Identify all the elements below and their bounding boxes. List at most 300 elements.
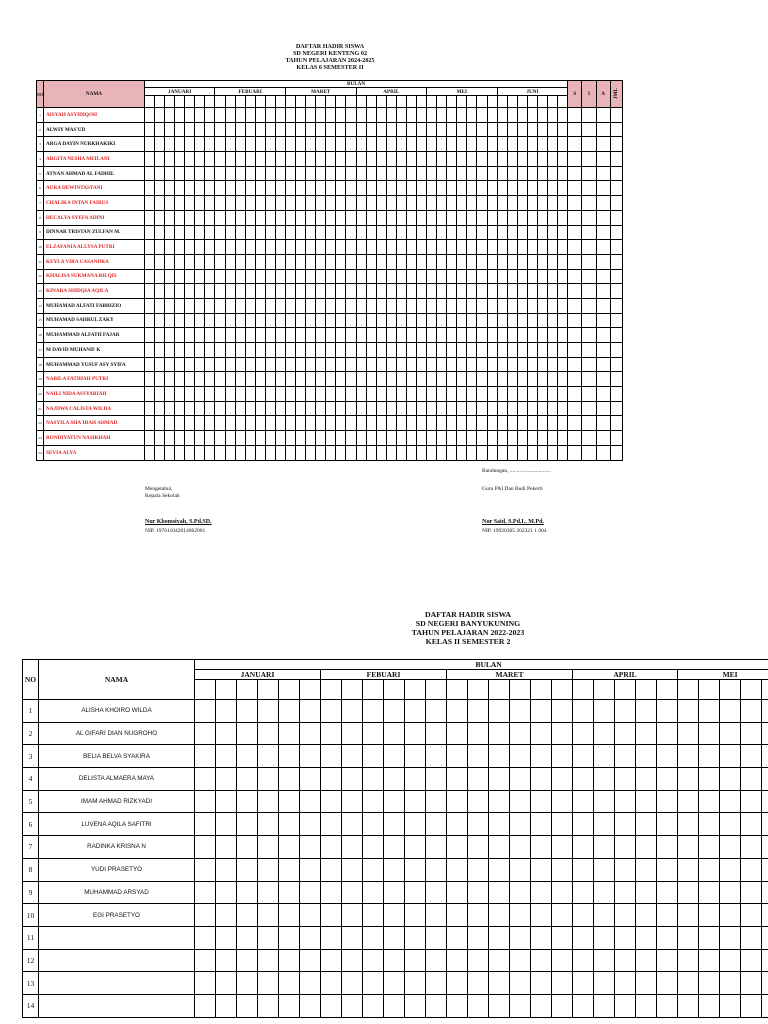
attendance-cell[interactable] [497, 431, 507, 446]
attendance-cell[interactable] [531, 722, 552, 745]
attendance-cell[interactable] [610, 431, 622, 446]
attendance-cell[interactable] [405, 813, 426, 836]
attendance-cell[interactable] [384, 722, 405, 745]
attendance-cell[interactable] [406, 225, 416, 240]
attendance-cell[interactable] [366, 431, 376, 446]
attendance-cell[interactable] [216, 926, 237, 949]
attendance-cell[interactable] [376, 401, 386, 416]
attendance-cell[interactable] [477, 225, 487, 240]
attendance-cell[interactable] [144, 196, 154, 211]
attendance-cell[interactable] [154, 196, 164, 211]
attendance-cell[interactable] [527, 387, 537, 402]
attendance-cell[interactable] [185, 445, 195, 460]
attendance-cell[interactable] [336, 401, 346, 416]
attendance-cell[interactable] [447, 313, 457, 328]
attendance-cell[interactable] [582, 343, 596, 358]
attendance-cell[interactable] [165, 313, 175, 328]
attendance-cell[interactable] [416, 387, 426, 402]
attendance-cell[interactable] [185, 181, 195, 196]
attendance-cell[interactable] [447, 881, 468, 904]
attendance-cell[interactable] [215, 137, 225, 152]
attendance-cell[interactable] [720, 813, 741, 836]
attendance-cell[interactable] [426, 700, 447, 723]
attendance-cell[interactable] [396, 152, 406, 167]
attendance-cell[interactable] [165, 108, 175, 123]
attendance-cell[interactable] [426, 881, 447, 904]
attendance-cell[interactable] [185, 431, 195, 446]
attendance-cell[interactable] [376, 343, 386, 358]
attendance-cell[interactable] [426, 972, 447, 995]
attendance-cell[interactable] [346, 108, 356, 123]
attendance-cell[interactable] [165, 343, 175, 358]
attendance-cell[interactable] [386, 357, 396, 372]
attendance-cell[interactable] [376, 122, 386, 137]
attendance-cell[interactable] [326, 122, 336, 137]
attendance-cell[interactable] [468, 972, 489, 995]
attendance-cell[interactable] [507, 240, 517, 255]
attendance-cell[interactable] [487, 240, 497, 255]
attendance-cell[interactable] [336, 372, 346, 387]
attendance-cell[interactable] [437, 284, 447, 299]
attendance-cell[interactable] [154, 210, 164, 225]
attendance-cell[interactable] [342, 881, 363, 904]
attendance-cell[interactable] [406, 196, 416, 211]
attendance-cell[interactable] [741, 745, 762, 768]
attendance-cell[interactable] [406, 313, 416, 328]
attendance-cell[interactable] [165, 445, 175, 460]
attendance-cell[interactable] [376, 357, 386, 372]
attendance-cell[interactable] [527, 166, 537, 181]
attendance-cell[interactable] [285, 210, 295, 225]
attendance-cell[interactable] [376, 416, 386, 431]
attendance-cell[interactable] [215, 357, 225, 372]
attendance-cell[interactable] [376, 196, 386, 211]
attendance-cell[interactable] [346, 240, 356, 255]
attendance-cell[interactable] [582, 431, 596, 446]
attendance-cell[interactable] [552, 813, 573, 836]
attendance-cell[interactable] [363, 972, 384, 995]
attendance-cell[interactable] [195, 926, 216, 949]
attendance-cell[interactable] [477, 269, 487, 284]
attendance-cell[interactable] [306, 181, 316, 196]
attendance-cell[interactable] [467, 357, 477, 372]
attendance-cell[interactable] [487, 122, 497, 137]
attendance-cell[interactable] [336, 445, 346, 460]
attendance-cell[interactable] [154, 284, 164, 299]
attendance-cell[interactable] [346, 254, 356, 269]
attendance-cell[interactable] [265, 210, 275, 225]
attendance-cell[interactable] [396, 137, 406, 152]
attendance-cell[interactable] [165, 225, 175, 240]
attendance-cell[interactable] [396, 122, 406, 137]
attendance-cell[interactable] [406, 254, 416, 269]
attendance-cell[interactable] [558, 225, 568, 240]
attendance-cell[interactable] [265, 152, 275, 167]
attendance-cell[interactable] [489, 881, 510, 904]
attendance-cell[interactable] [316, 196, 326, 211]
attendance-cell[interactable] [195, 313, 205, 328]
attendance-cell[interactable] [165, 210, 175, 225]
attendance-cell[interactable] [195, 431, 205, 446]
attendance-cell[interactable] [406, 357, 416, 372]
attendance-cell[interactable] [275, 181, 285, 196]
attendance-cell[interactable] [144, 416, 154, 431]
attendance-cell[interactable] [416, 225, 426, 240]
attendance-cell[interactable] [265, 431, 275, 446]
attendance-cell[interactable] [657, 722, 678, 745]
attendance-cell[interactable] [245, 137, 255, 152]
attendance-cell[interactable] [346, 328, 356, 343]
attendance-cell[interactable] [568, 298, 582, 313]
attendance-cell[interactable] [527, 254, 537, 269]
attendance-cell[interactable] [537, 225, 547, 240]
attendance-cell[interactable] [573, 881, 594, 904]
attendance-cell[interactable] [306, 401, 316, 416]
attendance-cell[interactable] [457, 328, 467, 343]
attendance-cell[interactable] [225, 313, 235, 328]
attendance-cell[interactable] [376, 225, 386, 240]
attendance-cell[interactable] [497, 152, 507, 167]
attendance-cell[interactable] [356, 137, 366, 152]
attendance-cell[interactable] [548, 137, 558, 152]
attendance-cell[interactable] [568, 225, 582, 240]
attendance-cell[interactable] [568, 372, 582, 387]
attendance-cell[interactable] [386, 137, 396, 152]
attendance-cell[interactable] [489, 949, 510, 972]
attendance-cell[interactable] [326, 445, 336, 460]
attendance-cell[interactable] [144, 343, 154, 358]
attendance-cell[interactable] [517, 431, 527, 446]
attendance-cell[interactable] [346, 401, 356, 416]
attendance-cell[interactable] [265, 196, 275, 211]
attendance-cell[interactable] [510, 949, 531, 972]
attendance-cell[interactable] [531, 836, 552, 859]
attendance-cell[interactable] [497, 210, 507, 225]
attendance-cell[interactable] [356, 269, 366, 284]
attendance-cell[interactable] [720, 745, 741, 768]
attendance-cell[interactable] [558, 313, 568, 328]
attendance-cell[interactable] [296, 196, 306, 211]
attendance-cell[interactable] [300, 722, 321, 745]
attendance-cell[interactable] [316, 181, 326, 196]
attendance-cell[interactable] [366, 401, 376, 416]
attendance-cell[interactable] [558, 181, 568, 196]
attendance-cell[interactable] [175, 357, 185, 372]
attendance-cell[interactable] [215, 108, 225, 123]
attendance-cell[interactable] [175, 401, 185, 416]
attendance-cell[interactable] [416, 137, 426, 152]
attendance-cell[interactable] [447, 790, 468, 813]
attendance-cell[interactable] [376, 210, 386, 225]
attendance-cell[interactable] [596, 269, 610, 284]
attendance-cell[interactable] [537, 343, 547, 358]
attendance-cell[interactable] [245, 108, 255, 123]
attendance-cell[interactable] [416, 445, 426, 460]
attendance-cell[interactable] [255, 269, 265, 284]
attendance-cell[interactable] [237, 972, 258, 995]
attendance-cell[interactable] [336, 284, 346, 299]
attendance-cell[interactable] [489, 926, 510, 949]
attendance-cell[interactable] [346, 210, 356, 225]
attendance-cell[interactable] [573, 813, 594, 836]
attendance-cell[interactable] [386, 181, 396, 196]
attendance-cell[interactable] [699, 904, 720, 927]
attendance-cell[interactable] [154, 431, 164, 446]
attendance-cell[interactable] [215, 269, 225, 284]
attendance-cell[interactable] [507, 181, 517, 196]
attendance-cell[interactable] [517, 416, 527, 431]
attendance-cell[interactable] [255, 196, 265, 211]
attendance-cell[interactable] [356, 152, 366, 167]
attendance-cell[interactable] [265, 343, 275, 358]
attendance-cell[interactable] [537, 210, 547, 225]
attendance-cell[interactable] [741, 904, 762, 927]
attendance-cell[interactable] [195, 181, 205, 196]
attendance-cell[interactable] [699, 881, 720, 904]
attendance-cell[interactable] [467, 122, 477, 137]
attendance-cell[interactable] [487, 328, 497, 343]
attendance-cell[interactable] [568, 401, 582, 416]
attendance-cell[interactable] [237, 949, 258, 972]
attendance-cell[interactable] [285, 152, 295, 167]
attendance-cell[interactable] [175, 240, 185, 255]
attendance-cell[interactable] [596, 328, 610, 343]
attendance-cell[interactable] [255, 108, 265, 123]
attendance-cell[interactable] [165, 401, 175, 416]
attendance-cell[interactable] [447, 858, 468, 881]
attendance-cell[interactable] [447, 137, 457, 152]
attendance-cell[interactable] [596, 137, 610, 152]
attendance-cell[interactable] [477, 298, 487, 313]
attendance-cell[interactable] [406, 108, 416, 123]
attendance-cell[interactable] [275, 387, 285, 402]
attendance-cell[interactable] [657, 994, 678, 1017]
attendance-cell[interactable] [195, 254, 205, 269]
attendance-cell[interactable] [175, 137, 185, 152]
attendance-cell[interactable] [396, 196, 406, 211]
attendance-cell[interactable] [386, 372, 396, 387]
attendance-cell[interactable] [610, 196, 622, 211]
attendance-cell[interactable] [477, 343, 487, 358]
attendance-cell[interactable] [596, 298, 610, 313]
attendance-cell[interactable] [342, 904, 363, 927]
attendance-cell[interactable] [573, 836, 594, 859]
attendance-cell[interactable] [175, 328, 185, 343]
attendance-cell[interactable] [255, 166, 265, 181]
attendance-cell[interactable] [225, 152, 235, 167]
attendance-cell[interactable] [447, 768, 468, 791]
attendance-cell[interactable] [356, 254, 366, 269]
attendance-cell[interactable] [275, 401, 285, 416]
attendance-cell[interactable] [558, 416, 568, 431]
attendance-cell[interactable] [447, 949, 468, 972]
attendance-cell[interactable] [356, 357, 366, 372]
attendance-cell[interactable] [594, 790, 615, 813]
attendance-cell[interactable] [477, 387, 487, 402]
attendance-cell[interactable] [386, 166, 396, 181]
attendance-cell[interactable] [265, 401, 275, 416]
attendance-cell[interactable] [558, 445, 568, 460]
attendance-cell[interactable] [195, 904, 216, 927]
attendance-cell[interactable] [396, 269, 406, 284]
attendance-cell[interactable] [154, 372, 164, 387]
attendance-cell[interactable] [215, 445, 225, 460]
attendance-cell[interactable] [447, 284, 457, 299]
attendance-cell[interactable] [245, 416, 255, 431]
attendance-cell[interactable] [396, 343, 406, 358]
attendance-cell[interactable] [363, 745, 384, 768]
attendance-cell[interactable] [699, 768, 720, 791]
attendance-cell[interactable] [396, 431, 406, 446]
attendance-cell[interactable] [237, 836, 258, 859]
attendance-cell[interactable] [195, 284, 205, 299]
attendance-cell[interactable] [657, 972, 678, 995]
attendance-cell[interactable] [699, 858, 720, 881]
attendance-cell[interactable] [426, 994, 447, 1017]
attendance-cell[interactable] [245, 122, 255, 137]
attendance-cell[interactable] [537, 313, 547, 328]
attendance-cell[interactable] [447, 122, 457, 137]
attendance-cell[interactable] [447, 210, 457, 225]
attendance-cell[interactable] [296, 343, 306, 358]
attendance-cell[interactable] [316, 431, 326, 446]
attendance-cell[interactable] [321, 768, 342, 791]
attendance-cell[interactable] [326, 372, 336, 387]
attendance-cell[interactable] [154, 416, 164, 431]
attendance-cell[interactable] [447, 813, 468, 836]
attendance-cell[interactable] [573, 949, 594, 972]
attendance-cell[interactable] [510, 972, 531, 995]
attendance-cell[interactable] [216, 881, 237, 904]
attendance-cell[interactable] [225, 122, 235, 137]
attendance-cell[interactable] [552, 972, 573, 995]
attendance-cell[interactable] [762, 904, 768, 927]
attendance-cell[interactable] [610, 181, 622, 196]
attendance-cell[interactable] [573, 926, 594, 949]
attendance-cell[interactable] [195, 401, 205, 416]
attendance-cell[interactable] [255, 240, 265, 255]
attendance-cell[interactable] [326, 357, 336, 372]
attendance-cell[interactable] [427, 328, 437, 343]
attendance-cell[interactable] [527, 372, 537, 387]
attendance-cell[interactable] [558, 269, 568, 284]
attendance-cell[interactable] [396, 357, 406, 372]
attendance-cell[interactable] [195, 813, 216, 836]
attendance-cell[interactable] [437, 210, 447, 225]
attendance-cell[interactable] [558, 108, 568, 123]
attendance-cell[interactable] [144, 431, 154, 446]
attendance-cell[interactable] [205, 431, 215, 446]
attendance-cell[interactable] [468, 858, 489, 881]
attendance-cell[interactable] [165, 269, 175, 284]
attendance-cell[interactable] [154, 181, 164, 196]
attendance-cell[interactable] [205, 254, 215, 269]
attendance-cell[interactable] [316, 240, 326, 255]
attendance-cell[interactable] [296, 328, 306, 343]
attendance-cell[interactable] [275, 152, 285, 167]
attendance-cell[interactable] [225, 181, 235, 196]
attendance-cell[interactable] [215, 431, 225, 446]
attendance-cell[interactable] [457, 196, 467, 211]
attendance-cell[interactable] [225, 196, 235, 211]
attendance-cell[interactable] [447, 700, 468, 723]
attendance-cell[interactable] [497, 445, 507, 460]
attendance-cell[interactable] [447, 972, 468, 995]
attendance-cell[interactable] [405, 745, 426, 768]
attendance-cell[interactable] [265, 254, 275, 269]
attendance-cell[interactable] [175, 181, 185, 196]
attendance-cell[interactable] [237, 813, 258, 836]
attendance-cell[interactable] [195, 343, 205, 358]
attendance-cell[interactable] [366, 196, 376, 211]
attendance-cell[interactable] [510, 858, 531, 881]
attendance-cell[interactable] [376, 240, 386, 255]
attendance-cell[interactable] [366, 387, 376, 402]
attendance-cell[interactable] [165, 152, 175, 167]
attendance-cell[interactable] [285, 387, 295, 402]
attendance-cell[interactable] [527, 284, 537, 299]
attendance-cell[interactable] [507, 254, 517, 269]
attendance-cell[interactable] [396, 445, 406, 460]
attendance-cell[interactable] [489, 768, 510, 791]
attendance-cell[interactable] [258, 813, 279, 836]
attendance-cell[interactable] [468, 722, 489, 745]
attendance-cell[interactable] [497, 122, 507, 137]
attendance-cell[interactable] [342, 949, 363, 972]
attendance-cell[interactable] [596, 357, 610, 372]
attendance-cell[interactable] [548, 416, 558, 431]
attendance-cell[interactable] [376, 269, 386, 284]
attendance-cell[interactable] [558, 137, 568, 152]
attendance-cell[interactable] [447, 416, 457, 431]
attendance-cell[interactable] [396, 108, 406, 123]
attendance-cell[interactable] [406, 137, 416, 152]
attendance-cell[interactable] [699, 972, 720, 995]
attendance-cell[interactable] [363, 836, 384, 859]
attendance-cell[interactable] [426, 813, 447, 836]
attendance-cell[interactable] [265, 298, 275, 313]
attendance-cell[interactable] [165, 372, 175, 387]
attendance-cell[interactable] [510, 700, 531, 723]
attendance-cell[interactable] [346, 122, 356, 137]
attendance-cell[interactable] [437, 166, 447, 181]
attendance-cell[interactable] [245, 152, 255, 167]
attendance-cell[interactable] [416, 108, 426, 123]
attendance-cell[interactable] [548, 254, 558, 269]
attendance-cell[interactable] [552, 768, 573, 791]
attendance-cell[interactable] [537, 431, 547, 446]
attendance-cell[interactable] [296, 445, 306, 460]
attendance-cell[interactable] [596, 401, 610, 416]
attendance-cell[interactable] [185, 357, 195, 372]
attendance-cell[interactable] [457, 343, 467, 358]
attendance-cell[interactable] [255, 416, 265, 431]
attendance-cell[interactable] [366, 210, 376, 225]
attendance-cell[interactable] [237, 745, 258, 768]
attendance-cell[interactable] [457, 284, 467, 299]
attendance-cell[interactable] [205, 269, 215, 284]
attendance-cell[interactable] [615, 745, 636, 768]
attendance-cell[interactable] [437, 431, 447, 446]
attendance-cell[interactable] [537, 196, 547, 211]
attendance-cell[interactable] [386, 196, 396, 211]
attendance-cell[interactable] [594, 858, 615, 881]
attendance-cell[interactable] [468, 836, 489, 859]
attendance-cell[interactable] [265, 225, 275, 240]
attendance-cell[interactable] [258, 745, 279, 768]
attendance-cell[interactable] [356, 372, 366, 387]
attendance-cell[interactable] [699, 745, 720, 768]
